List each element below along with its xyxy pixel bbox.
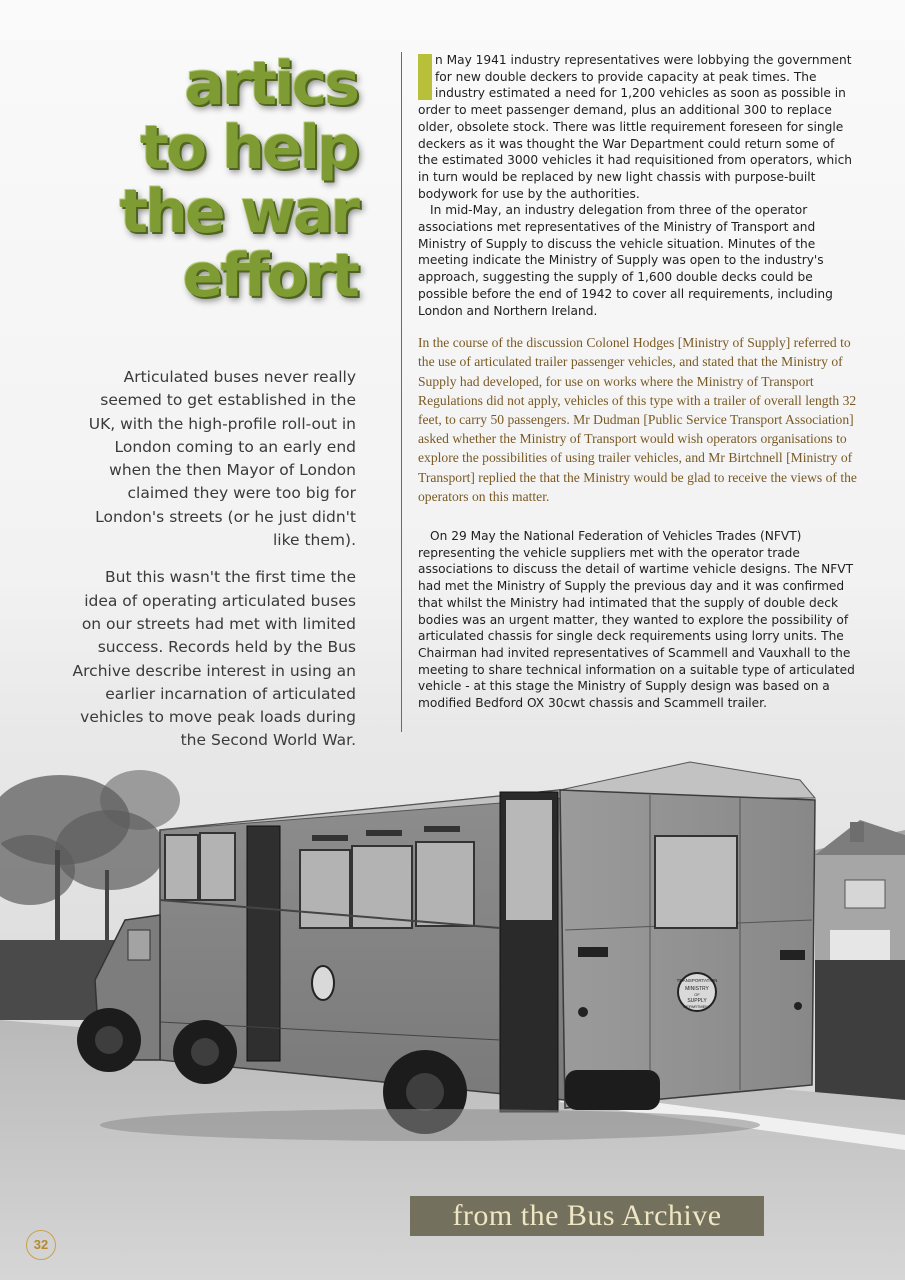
- body-paragraph-3: On 29 May the National Federation of Vehicles Trades (NFVT) representing the vehicle suppliers met with the operator trade associations to discuss the detail of wartime vehicle designs. The NFVT had met the Ministry of Supply the previous day and it was confirmed that whilst the Ministry had intimated that the supply of double deck bodies was an urgent matter, they wanted to explore the possibility of articulated chassis for single deck requirements using lorry units. The Chairman had invited representatives of Scammell and Vauxhall to the meeting to share technical information on a suitable type of articulated vehicle - at this stage the Ministry of Supply design was based on a modified Bedford OX 30cwt chassis and Scammell trailer.: [418, 529, 855, 711]
- intro-paragraph: But this wasn't the first time the idea of operating articulated buses on our streets had met with limited success. Records held by the Bus Archive describe interest in using an earlier incarnation of articulated vehicles to move peak loads during: [72, 568, 356, 727]
- article-body: [418, 52, 858, 712]
- intro-standfirst: [70, 366, 356, 767]
- emblem-text: TRANSPORTATION: [676, 978, 718, 983]
- hedge-right: [815, 960, 905, 1110]
- headline-line: the war: [119, 177, 357, 247]
- rear-window: [655, 836, 737, 928]
- section-caption: from the Bus Archive: [410, 1196, 764, 1236]
- headline-line: to help: [140, 113, 357, 183]
- column-divider: [401, 52, 402, 732]
- drop-cap: I: [418, 54, 432, 100]
- ministry-emblem-side: [312, 966, 334, 1000]
- ministry-emblem-rear: [677, 973, 718, 1011]
- headline-line: effort: [182, 241, 357, 311]
- minutes-quote: In the course of the discussion Colonel Hodges [Ministry of Supply] referred to the use of articulated trailer passenger vehicles, and stated that the Ministry of Supply had developed, for use on works where the Ministry of Transport Regulations did not apply, vehicles of this type with a trailer of overall length 32 feet, to carry 50 passengers. Mr Dudman [Public Service Transport Association] asked whether the Ministry of Transport would wish operators organisations to explore the possibilities of using trailer vehicles, and Mr Birtchnell [Ministry of Transport] replied the that the Ministry would be glad to receive the views of the operators on this matter.: [418, 335, 857, 504]
- emblem-text: MINISTRY: [685, 986, 709, 992]
- emblem-text: DEPARTMENT: [683, 1004, 711, 1009]
- headline-line: artics: [184, 49, 357, 119]
- side-door: [247, 826, 280, 1061]
- intro-paragraph: Articulated buses never really seemed to get established in the UK, with the high-profile roll-out in London coming to an early end when the then Mayor of London claimed they were too big for London's streets (or he just didn't like them).: [88, 368, 356, 550]
- page-number: 32: [26, 1230, 56, 1260]
- body-paragraph-1: [418, 52, 858, 202]
- body-paragraph-1-text: n May 1941 industry representatives were lobbying the government for new double deckers to provide capacity at peak times. The industry estimated a need for 1,200 vehicles as soon as possible in order to meet passenger demand, plus an additional 300 to replace older, obsolete stock. There was little requirement foreseen for single deckers as it was thought the War Department could return some of the estimated 3000 vehicles it had requisitioned from operators, which in turn would be replaced by new light chassis with purpose-built bodywork for use by the authorities.: [418, 53, 853, 201]
- emblem-text: OF: [694, 992, 700, 997]
- body-paragraph-2: In mid-May, an industry delegation from three of the operator associations met representatives of the Ministry of Transport and Ministry of Supply to discuss the vehicle situation. Minutes of the meeting indicate the Ministry of Supply was open to the industry's approach, suggesting the supply of 1,600 double decks could be possible before the end of 1942 to cover all requirements, including London and Northern Ireland.: [418, 203, 833, 318]
- headline: [17, 49, 357, 311]
- emblem-text: SUPPLY: [687, 998, 707, 1004]
